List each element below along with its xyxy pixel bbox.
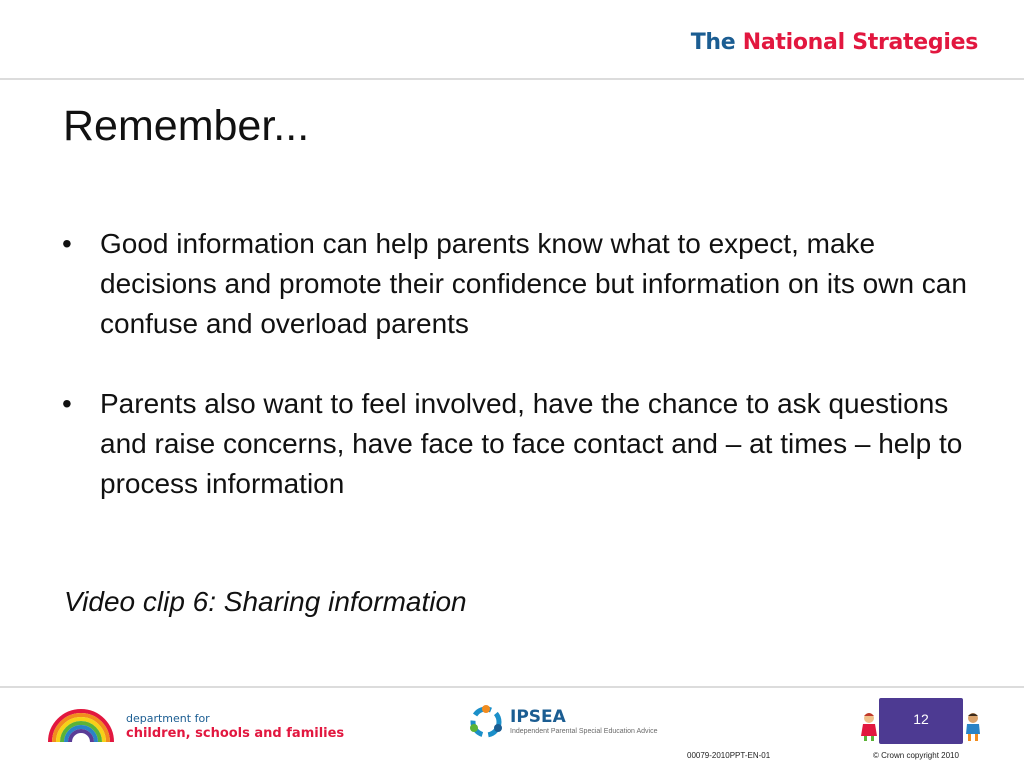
page-number-card <box>879 698 963 744</box>
brand-name: National Strategies <box>742 30 978 55</box>
dcsf-line2: children, schools and families <box>126 726 345 741</box>
bullet-text: Good information can help parents know what to expect, make decisions and promote their confidence but information on its own can confuse and overload parents <box>100 228 967 339</box>
bullet-marker: • <box>62 228 72 259</box>
brand-the: The <box>690 30 736 55</box>
ipsea-logo <box>468 704 658 740</box>
bullet-marker: • <box>62 388 72 419</box>
header-divider <box>0 78 1024 80</box>
footer-divider <box>0 686 1024 688</box>
ipsea-name: IPSEA <box>510 707 566 727</box>
copyright-notice: © Crown copyright 2010 <box>873 751 959 760</box>
document-reference: 00079-2010PPT-EN-01 <box>687 751 771 760</box>
bullet-text: Parents also want to feel involved, have the chance to ask questions and raise concerns, have face to face contact and – at times – help to process information <box>100 388 963 499</box>
bullet-item <box>58 384 978 504</box>
ipsea-subtitle: Independent Parental Special Education Advice <box>510 728 658 735</box>
bullet-item <box>58 224 978 344</box>
ipsea-logo-icon <box>468 704 504 740</box>
national-strategies-logo <box>691 30 978 55</box>
dcsf-logo <box>46 706 344 746</box>
page-number: 12 <box>913 711 929 727</box>
bullet-list <box>58 224 978 544</box>
dcsf-line1: department for <box>126 712 210 725</box>
child-figure-icon <box>962 712 984 742</box>
rainbow-logo-icon <box>46 708 116 744</box>
video-clip-caption: Video clip 6: Sharing information <box>64 586 467 617</box>
slide-title: Remember... <box>63 102 310 150</box>
child-figure-icon <box>858 712 880 742</box>
